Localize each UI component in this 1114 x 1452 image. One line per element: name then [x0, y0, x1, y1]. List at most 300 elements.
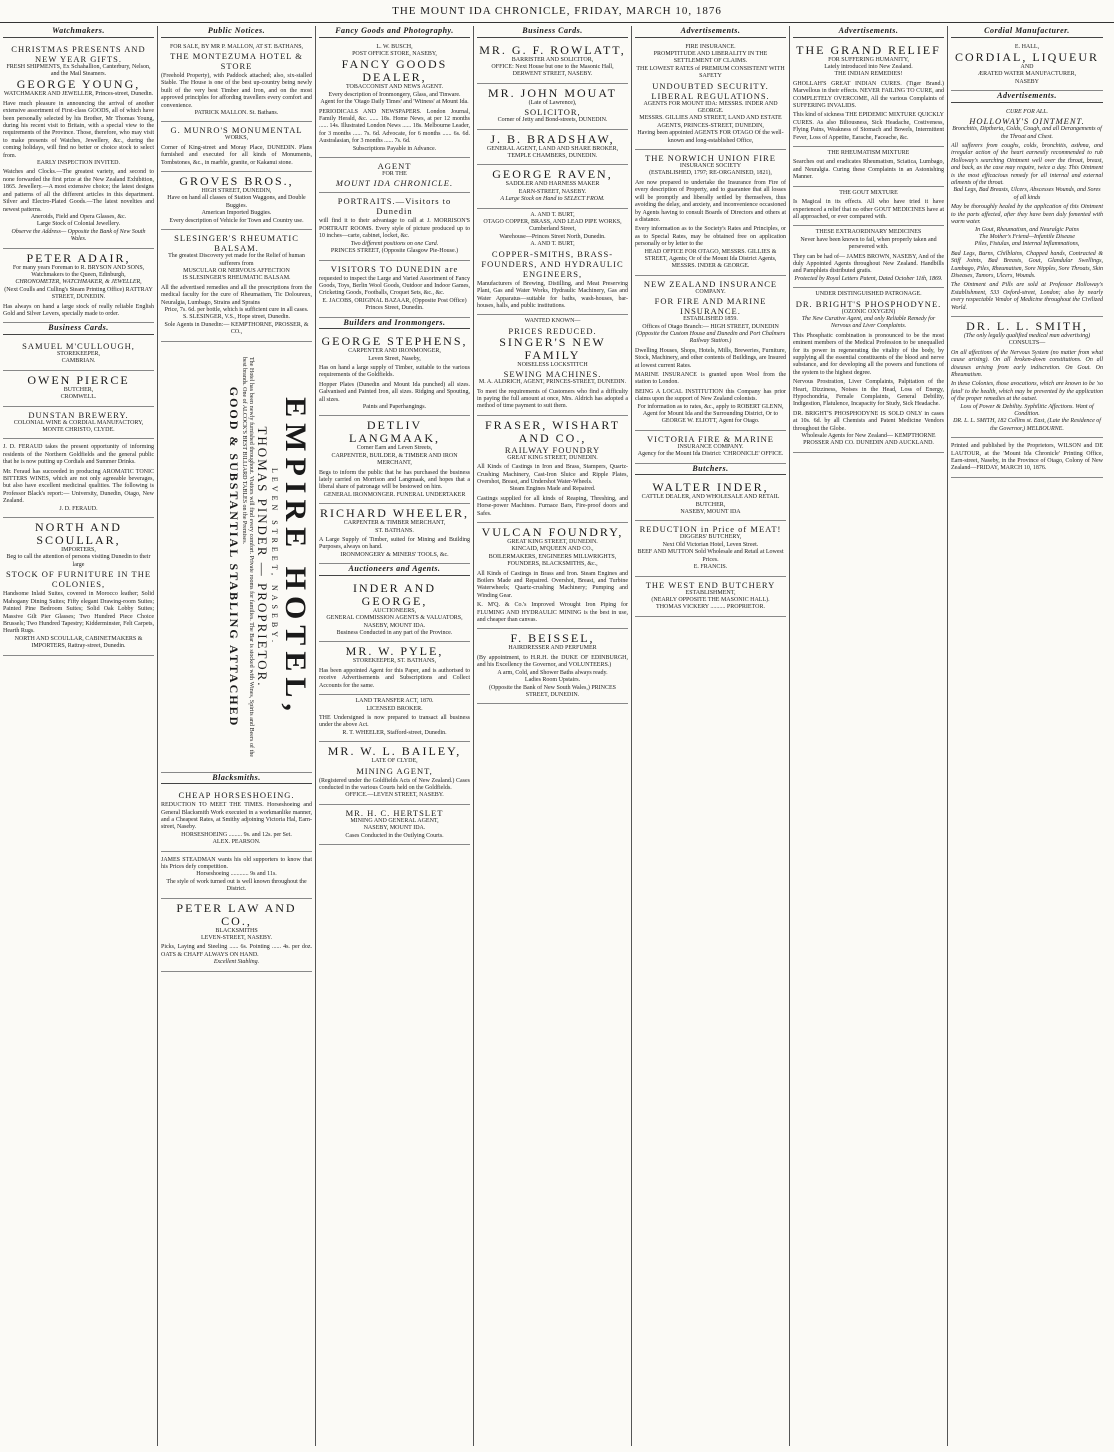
advert-name: WANTED KNOWN— — [524, 318, 581, 325]
advert-body: Begs to inform the public that he has purchased the business lately carried on Morrison and Langmaak, and hopes that a liberal share of patronage will be bestowed on him. — [319, 469, 470, 491]
advert-name: G. MUNRO'S MONUMENTAL — [170, 125, 303, 136]
advert-body: All Kinds of Castings in Iron and Brass, Stampers, Quartz-Crushing Machinery, Cast-Iron Sluice and Ripple Plates, Overshot, Breast, and Undershot Water-Wheels. — [477, 464, 628, 485]
advert-street: LEVEN STREET, NASEBY. — [269, 467, 279, 646]
advert-name: THE MONTEZUMA HOTEL & STORE — [170, 51, 303, 71]
advert-signature: J. D. FERAUD. — [59, 505, 98, 512]
advert-body: This Phosphatic combination is pronounced to be the most eminent members of the Medical Profession to be unequalled for its power in regenerating the vitality of the body, by supplying all the essential constituents of the blood and nerve substance, and for developing all the powers and functions of the system to the highest degree. — [793, 332, 944, 376]
advert-mouat — [477, 84, 628, 130]
advert-italic: Two different positions on one Card. — [350, 240, 439, 247]
advert-address: PRINCES STREET, (Opposite Glasgow Pie-House.) — [330, 248, 459, 255]
advert-name: NORTH AND SCOULLAR, — [35, 520, 122, 548]
advert-address: LATE OF CLYDE, — [371, 758, 418, 765]
advert-note: EARLY INSPECTION INVITED. — [36, 160, 120, 167]
advert-dunstan-brewery — [3, 407, 154, 440]
advert-body-2: American Imported Buggies. — [201, 210, 272, 217]
advert-address: POST OFFICE STORE, NASEBY, — [352, 51, 437, 57]
advert-address: LEVEN-STREET, NASEBY. — [201, 935, 272, 942]
advert-peter-law — [161, 899, 312, 972]
advert-nz-insurance — [635, 276, 786, 431]
advert-trade: KINCAID, M'QUEEN AND CO., — [511, 546, 594, 553]
advert-body: Have much pleasure in announcing the arrival of another extensive assortment of First-class GOODS, all of which have been personally selected by his Brother, Mr Thomas Young, during his recent visit to Britain, with a special view to the requirements of the Province. Those, therefore, who may visit to make presents of Watches, Jewellery, &c., during the coming holidays, will find no better or choice stock to select from. — [3, 100, 154, 159]
advert-body: OFFICE: Next House but one to the Masonic Hall, — [491, 64, 614, 70]
advert-body-6: For information as to rates, &c., apply to ROBERT GLENN, Agent for Mount Ida and the Surrounding District, Or to GEORGE W. ELIOTT, Agent for Otago. — [637, 403, 784, 425]
advert-trade: SEWING MACHINES. — [503, 369, 602, 380]
advert-address: NASEBY — [1014, 78, 1039, 85]
advert-trade: LICENSED BROKER. — [366, 705, 423, 712]
advert-body: (Freehold Property), with Paddock attached; also, six-stalled Stable. The House is one of the best up-country being newly built of the very best Timber and Iron, and on the most approved principles for affording travellers every comfort and convenience. — [161, 73, 312, 109]
column-5 — [632, 26, 790, 1446]
advert-trade-2: ÆRATED WATER MANUFACTURER, — [977, 71, 1077, 78]
imprint — [951, 438, 1103, 478]
column-2 — [158, 26, 316, 1446]
advert-signature: E. FRANCIS. — [693, 564, 728, 571]
section-heading: Cordial Manufacturer. — [951, 26, 1103, 38]
advert-body: A Large Stock on Hand to SELECT FROM. — [500, 196, 605, 203]
advert-trade: IMPORTERS, — [61, 547, 96, 554]
advert-title: FANCY GOODS DEALER, — [341, 57, 448, 85]
advert-trade: CATTLE DEALER, AND WHOLESALE AND RETAIL BUTCHER, — [641, 494, 780, 508]
advert-address: Leven Street, Naseby, — [368, 355, 421, 362]
advert-address: (Next Coulls and Culling's Steam Printing Office) RATTRAY STREET, DUNEDIN. — [4, 286, 153, 301]
advert-signature: E. JACOBS, ORIGINAL BAZAAR, (Opposite Post Office) Princes Street, Dunedin. — [322, 297, 467, 312]
section-heading: Business Cards. — [477, 26, 628, 38]
advert-body: BEEF AND MUTTON Sold Wholesale and Retail at Lowest Prices. — [637, 549, 784, 563]
advert-body-2: All sufferers from coughs, colds, bronchitis, asthma, and irregular action of the heart earnestly recommended to rub Holloway's searching Ointment well over the throat, breast, and back, as the case may require, twice a day. This Ointment is the most efficacious remedy for all internal and external ailments of the throat. — [951, 143, 1103, 187]
column-3 — [316, 26, 474, 1446]
advert-name: THE GOUT MIXTURE — [839, 189, 898, 196]
advert-funeral: GENERAL IRONMONGER. FUNERAL UNDERTAKER — [323, 491, 466, 498]
advert-sub: COMPANY. — [695, 288, 726, 295]
advert-trade: CARPENTER, BUILDER, & TIMBER AND IRON MERCHANT, — [331, 452, 458, 467]
advert-address: NASEBY, MOUNT IDA. — [363, 825, 426, 832]
advert-top: FOR SALE, BY MR P. MALLON, AT ST. BATHANS, — [169, 43, 304, 50]
advert-owner: THOMAS PINDER — PROPRIETOR. — [254, 426, 270, 688]
advert-items: Handsome Inlaid Suites, covered in Morocco leather; Solid Mahogany Dining Suites; Fifty elegant Drawing-room Suites; Painted Pine Bedroom Suites; Solid Oak Lobby Suites; Massive Gilt Pier Glasses; Two Hundred Piece Choice Brussels; Two Hundred Tapestry; Kidderminster, Felt Carpets, Hearth Rugs. — [3, 591, 154, 635]
advert-rheumatism-mixture — [793, 147, 944, 187]
advert-line: HORSESHOEING ......... 9s. and 12s. per Set. — [181, 831, 292, 838]
advert-body-3: All the advertised remedies and all the prescriptions from the medical faculty for the cure of Rheumatism, Tic Doloureux, Neuralgia, Lumbago, Strains and Sprains — [161, 284, 312, 306]
advert-trade: INSURANCE COMPANY. — [677, 443, 744, 450]
advert-trade: WORKS, — [224, 135, 249, 142]
advert-name: HOLLOWAY'S OINTMENT. — [969, 116, 1085, 127]
advert-trade: MINING AND GENERAL AGENT, — [350, 817, 439, 824]
advert-name: PORTRAITS.—Visitors to Dunedin — [337, 196, 452, 217]
advert-name: MOUNT IDA CHRONICLE. — [335, 178, 454, 189]
advert-name: DUNSTAN BREWERY. — [28, 409, 129, 420]
advert-body-5: Having been appointed AGENTS FOR OTAGO Of the well-known and long-established Office, — [637, 130, 784, 144]
advert-price: Price, 7s. 6d. per bottle, which is sufficient cure in all cases. — [164, 306, 309, 313]
advert-body: Warehouse—Princes Street North, Dunedin. — [499, 233, 606, 240]
advert-steadman — [161, 852, 312, 899]
advert-body-3: Loss of Power & Debility. Syphilitic Affections. Want of Condition. — [960, 403, 1094, 418]
advert-name: J. D. FERAUD takes the present opportunity of informing residents of the Northern Goldfields and the general public that he is now putting up Cordials and Summer Drinks. — [3, 444, 154, 466]
advert-hall-cordial — [951, 41, 1103, 92]
advert-body-2: IRONMONGERY & MINERS' TOOLS, &c. — [340, 551, 449, 558]
advert-horseshoeing — [161, 787, 312, 851]
advert-inder-george — [319, 579, 470, 643]
advert-body: Lately introduced into New Zealand. — [824, 64, 913, 70]
advert-trade: CARPENTER AND IRONMONGER, — [348, 348, 441, 355]
advert-mid: AND — [1020, 64, 1034, 70]
advert-sub: (The only legally qualified medical man advertising) — [963, 332, 1091, 339]
advert-hertslet — [319, 805, 470, 845]
advert-owen-pierce — [3, 371, 154, 407]
advert-line: Horseshoeing ............ 9s and 11s. — [196, 871, 277, 878]
advert-address: TEMPLE CHAMBERS, DUNEDIN. — [507, 153, 598, 160]
advert-trade: AUCTIONEERS, — [372, 607, 417, 614]
advert-name: VISITORS TO DUNEDIN are — [330, 263, 459, 274]
advert-west-end-butchery — [635, 577, 786, 617]
advert-body: will find it to their advantage to call at J. MORRISON'S PORTRAIT ROOMS. Every style of picture produced up to 10 inches—carte, cabinet, locket, &c. — [319, 218, 470, 240]
advert-sub: NOISELESS LOCKSTITCH — [517, 361, 588, 368]
advert-body: A Large Supply of Timber, suited for Mining and Building Purposes, always on hand. — [319, 537, 470, 551]
advert-body-2: Steam Engines Made and Repaired. — [509, 486, 596, 493]
advert-name: LAND TRANSFER ACT, 1870. — [355, 698, 434, 705]
advert-name: VULCAN FOUNDRY, — [481, 525, 624, 539]
advert-body: Offices of Otago Branch:— HIGH STREET, DUNEDIN — [642, 323, 779, 330]
advert-title: CHRISTMAS PRESENTS AND NEW YEAR GIFTS. — [11, 43, 146, 64]
advert-trade: BUTCHER, — [63, 386, 94, 393]
column-6 — [790, 26, 948, 1446]
section-heading: Business Cards. — [3, 323, 154, 335]
advert-body-2: They can be had of— JAMES BROWN, NASEBY, And of the duly Appointed Agents throughout New Zealand. Handbills and Pamphlets distributed gratis. — [793, 253, 944, 275]
advert-trade: GENERAL AGENT, LAND AND SHARE BROKER, — [486, 145, 619, 152]
advert-footer: NORTH AND SCOULLAR, CABINETMAKERS & IMPORTERS, Rattray-street, Dunedin. — [14, 635, 143, 650]
advert-body: Have on hand all classes of Station Waggons, and Double Buggies. — [167, 195, 306, 209]
section-heading: Builders and Ironmongers. — [319, 318, 470, 330]
advert-body: All Kinds of Castings in Brass and Iron. Steam Engines and Boilers Made and Repaired. Overshot, Breast, and Turbine Waterwheels; Quartz-crushing Machinery; Pumping and Winding Gear. — [477, 570, 628, 599]
advert-stock: STOCK OF FURNITURE IN THE COLONIES, — [5, 569, 152, 590]
advert-groves-bros — [161, 172, 312, 230]
advert-body-3: Castings supplied for all kinds of Reaping, Threshing, and Horse-power Machines. Furnace Bars, Fire-proof doors and Safes. — [477, 495, 628, 517]
advert-name: GROVES BROS., — [179, 174, 294, 189]
column-7 — [948, 26, 1106, 1446]
section-heading: Advertisements. — [951, 91, 1103, 103]
advert-trade: CONSULTS— — [1008, 340, 1046, 347]
advert-trade: ESTABLISHMENT, — [685, 589, 736, 596]
advert-address: Corner of Jetty and Bond-streets, DUNEDIN. — [497, 117, 608, 124]
advert-name: SLESINGER'S RHEUMATIC BALSAM. — [174, 233, 299, 254]
section-heading: Public Notices. — [161, 26, 312, 38]
advert-north-scoullar — [3, 518, 154, 655]
section-heading: Watchmakers. — [3, 26, 154, 38]
advert-items: Watches and Clocks.—The greatest variety, and second to none forwarded the first prize at the New Zealand Exhibition, 1865. Jewellery.—A most extensive choice; the latest designs and patterns of all the different articles in this department. Silver and Electro-Plated Goods.—The latest novelties and newest patterns. — [3, 169, 154, 213]
advert-george-young — [3, 41, 154, 249]
section-heading: Auctioneers and Agents. — [319, 564, 470, 576]
advert-body-2: To meet the requirements of Customers who find a difficulty in paying the full amount at once, Mrs. Aldrich has adopted a method of time payment to suit them. — [477, 388, 628, 410]
advert-name: THE RHEUMATISM MIXTURE — [827, 150, 910, 157]
advert-trade: STOREKEEPER, — [56, 350, 101, 357]
advert-langmaak — [319, 416, 470, 504]
advert-trade: DIGGERS' BUTCHERY, — [679, 534, 742, 541]
advert-name: THESE EXTRAORDINARY MEDICINES — [815, 229, 922, 236]
advert-trade-2: COPPER-SMITHS, BRASS-FOUNDERS, AND HYDRAULIC ENGINEERS, — [481, 248, 624, 279]
advert-top: AGENT — [377, 161, 412, 172]
advert-body: Bronchitis, Diptheria, Colds, Cough, and all Derangements of the Throat and Chest. — [952, 126, 1102, 140]
advert-raven — [477, 165, 628, 208]
advert-sub: BOILERMAKERS, ENGINEERS MILLWRIGHTS, FOUNDERS, BLACKSMITHS, &c., — [488, 553, 617, 568]
advert-footer: Excellent Stabling. — [213, 959, 260, 966]
advert-body-2: A arm, Cold, and Shower Baths always ready. — [497, 669, 608, 676]
advert-sub: (ESTABLISHED, 1797; RE-ORGANISED, 1821), — [649, 170, 772, 177]
advert-gout-mixture — [793, 187, 944, 227]
advert-body-2: In these Colonies, those avocations, which are known to be 'so fatal' to the health, which may be prevented by the application of the proper remedies at the outset. — [951, 381, 1103, 403]
advert-body-3: Ladies Room Upstairs. — [524, 677, 581, 684]
advert-trade: TOBACCONIST AND NEWS AGENT. — [345, 84, 443, 91]
advert-name: A. AND T. BURT, — [530, 211, 575, 218]
advert-body-4: MARINE INSURANCE is granted upon Wool from the station to London. — [635, 372, 786, 386]
advert-name: VICTORIA FIRE & MARINE — [647, 433, 774, 444]
advert-body: requested to inspect the Large and Varied Assortment of Fancy Goods, Toys, Berlin Wool Goods, Outdoor and Indoor Games, Cricketing Goods, Footballs, Croquet Sets, &c., &c. — [319, 275, 470, 297]
advert-established: ESTABLISHED 1859. — [683, 316, 738, 323]
column-4 — [474, 26, 632, 1446]
advert-stabling: GOOD & SUBSTANTIAL STABLING ATTACHED — [226, 386, 241, 727]
advert-name: MR. JOHN MOUAT — [487, 85, 617, 100]
advert-name: REDUCTION in Price of MEAT! — [639, 524, 782, 535]
advert-vulcan-foundry — [477, 523, 628, 629]
advert-name-2: SINGER'S NEW FAMILY — [499, 334, 606, 362]
advert-body-3: UNDOUBTED SECURITY. — [652, 80, 769, 91]
advert-trade: BLACKSMITHS — [215, 927, 258, 934]
advert-peter-adair — [3, 249, 154, 324]
advert-trade: CORDIAL, LIQUEUR — [955, 50, 1099, 64]
advert-name: INDER AND GEORGE, — [353, 580, 436, 608]
section-heading: Advertisements. — [793, 26, 944, 38]
advert-address: HEAD OFFICE FOR OTAGO, MESSRS. GILLIES & STREET, Agents; Or of the Mount Ida District Agents, MESSRS. INDER & GEORGE. — [644, 248, 777, 270]
advert-address: DERWENT STREET, NASEBY. — [512, 71, 593, 78]
advert-name: PETER LAW AND CO., — [176, 900, 297, 928]
advert-name: WALTER INDER, — [652, 480, 769, 495]
advert-body: PRICES REDUCED. — [508, 325, 597, 336]
advert-holloway — [951, 106, 1103, 317]
advert-address: EARN-STREET, NASEBY. — [518, 188, 587, 195]
advert-trade: OTAGO COPPER, BRASS, AND LEAD PIPE WORKS, Cumberland Street, — [483, 219, 622, 233]
advert-body: The greatest Discovery yet made for the Relief of human sufferers from — [168, 253, 305, 267]
advert-bradshaw — [477, 130, 628, 166]
advert-munro — [161, 122, 312, 172]
advert-norwich-union — [635, 150, 786, 276]
advert-trade: SADDLER AND HARNESS MAKER — [505, 181, 600, 188]
advert-name: E. HALL, — [1014, 43, 1040, 50]
imprint-text: Printed and published by the Proprietors, WILSON and DE LAUTOUR, at the 'Mount Ida Chronicle' Printing Office, Earn-street, Naseby, in the Province of Otago, Colony of New Zealand—FRIDAY, MARCH 10, 1876. — [951, 443, 1103, 472]
section-heading: Fancy Goods and Photography. — [319, 26, 470, 38]
advert-signature: DR. L. L. SMITH, 182 Collins st. East, (Late the Residence of the Governor,) MELBOURNE. — [953, 418, 1101, 432]
masthead: THE MOUNT IDA CHRONICLE, FRIDAY, MARCH 10, 1876 — [0, 0, 1114, 23]
advert-name: THE WEST END BUTCHERY — [645, 579, 776, 590]
advert-address: Corner Earn and Leven Streets, — [356, 445, 433, 452]
advert-body-8: The Ointment and Pills are sold at Professor Holloway's Establishment, 533 Oxford-street, London; also by nearly every respectable Vendor of Medicine throughout the Civilized World. — [951, 282, 1103, 311]
advert-body: The style of work turned out is well known throughout the District. — [166, 878, 307, 893]
advert-signature: R. T. WHEELER, Stafford-street, Dunedin. — [342, 729, 447, 736]
advert-body-7: Piles, Fistulas, and Internal Inflammations, — [974, 241, 1080, 248]
advert-body: Mr. Feraud has succeeded in producing AROMATIC TONIC BITTERS WINES, which are not only agreeable beverages, but also have excellent medicinal qualities. The following is Professor Black's report:— University, Dunedin, Otago, New Zealand. — [3, 468, 154, 505]
advert-extra: Aneroids, Field and Opera Glasses, &c. — [30, 213, 127, 220]
advert-signature: ALEX. PEARSON. — [212, 839, 261, 846]
advert-body-2: K. M'Q. & Co.'s Improved Wrought Iron Piping for FLUMING AND HYDRAULIC MINING is the best in use, and cheaper than canvas. — [477, 602, 628, 624]
advert-body: Is Magical in its effects. All who have tried it have experienced a relief that no other GOUT MEDICINES have at all approached, or ever compared with. — [793, 199, 944, 220]
advert-name: F. BEISSEL, — [510, 631, 595, 646]
advert-name: THE NORWICH UNION FIRE — [645, 153, 776, 164]
advert-busch — [319, 41, 470, 158]
advert-trade: WATCHMAKER AND JEWELLER, Princes-street, Dunedin. — [3, 91, 154, 98]
advert-name: MR. W. PYLE, — [345, 644, 444, 659]
advert-body-2: Agent for the 'Otago Daily Times' and 'Witness' at Mount Ida. — [320, 99, 469, 106]
advert-agents: AGENTS FOR MOUNT IDA: MESSRS. INDER AND GEORGE. — [643, 100, 778, 115]
advert-signature: M. A. ALDRICH, AGENT, PRINCES-STREET, DUNEDIN. — [478, 379, 627, 386]
advert-mid: FOR THE — [382, 171, 407, 178]
advert-name: GEORGE RAVEN, — [492, 167, 613, 182]
advert-body: Cases Conducted in the Outlying Courts. — [345, 832, 444, 839]
advert-body-6: The Mother's Friend—Infantile Disease — [979, 233, 1075, 240]
advert-body: For many years Foreman to R. BRYSON AND SONS, Watchmakers to the Queen, Edinburgh, — [12, 264, 145, 278]
advert-name: J. B. BRADSHAW, — [490, 131, 615, 146]
advert-empire-hotel — [161, 342, 312, 773]
advert-address: ST. BATHANS. — [375, 527, 414, 534]
advert-top: UNDER DISTINGUISHED PATRONAGE. — [815, 291, 922, 298]
advert-body-2: Has always on hand a large stock of really reliable English Gold and Silver Levers, specially made to order. — [3, 303, 154, 317]
advert-trade: BARRISTER AND SOLICITOR, — [511, 56, 594, 63]
advert-trade: INSURANCE SOCIETY — [679, 163, 742, 170]
advert-diggers-butchery — [635, 521, 786, 576]
advert-body-3: Every description of Vehicle for Town and Country use. — [169, 217, 304, 224]
advert-agent-chronicle — [319, 158, 470, 193]
advert-body: Beg to call the attention of persons visiting Dunedin to their large — [6, 554, 151, 568]
advert-italic: The New Curative Agent, and only Reliable Remedy for Nervous and Liver Complaints. — [801, 315, 936, 330]
advert-body-3: Paints and Paperhangings. — [362, 403, 427, 410]
advert-trade: RAILWAY FOUNDRY — [504, 444, 601, 455]
advert-subtitle: FRESH SHIPMENTS, Ex Schahallion, Canterbury, Nelson, and the Mail Steamers. — [6, 63, 151, 77]
advert-trade: STOREKEEPER, ST. BATHANS, — [352, 658, 437, 665]
advert-name: THE GRAND RELIEF — [796, 42, 941, 57]
advert-phosphodyne — [793, 288, 944, 453]
advert-address: GREAT KING STREET, DUNEDIN. — [507, 454, 598, 461]
advert-name-2: A. AND T. BURT, — [530, 241, 575, 248]
advert-montezuma-hotel — [161, 41, 312, 123]
section-heading: Blacksmiths. — [161, 773, 312, 785]
advert-trade: CHRONOMETER, WATCHMAKER, & JEWELLER, — [15, 279, 142, 286]
advert-extraordinary-medicines — [793, 226, 944, 288]
advert-trade: MUSCULAR OR NERVOUS AFFECTION — [183, 267, 290, 274]
advert-visitors-dunedin — [319, 261, 470, 318]
advert-portraits — [319, 193, 470, 260]
advert-dr-smith — [951, 317, 1103, 438]
advert-address-2: OFFICE.—LEVEN STREET, NASEBY. — [345, 792, 444, 799]
advert-body: PROMPTITUDE AND LIBERALITY IN THE SETTLEMENT OF CLAIMS. — [653, 51, 768, 65]
advert-body: Picks, Laying and Steeling ...... 6s. Pointing ...... 4s. per doz. OATS & CHAFF ALWAYS ON HAND. — [161, 944, 312, 958]
advert-body: Agency for the Mount Ida District: 'CHRONICLE' OFFICE. — [637, 451, 784, 458]
advert-body-3: Dwelling Houses, Shops, Hotels, Mills, Breweries, Furniture, Stock, Machinery, and other contents of Buildings, are Insured at lowest current Rates. — [635, 347, 786, 369]
advert-name: MR. H. C. HERTSLET — [345, 807, 444, 818]
advert-body-3: Bad Legs, Bad Breasts, Ulcers, Abscesses Wounds, and Sores of all kinds — [953, 187, 1101, 201]
advert-body: (Registered under the Goldfields Acts of New Zealand.) Cases conducted in the various Courts held on the Goldfields. — [319, 777, 470, 791]
advert-body: REDUCTION TO MEET THE TIMES. Horseshoeing and General Blacksmith Work executed in a workmanlike manner, and a Cheapest Rates, at Smithy adjoining Victoria Hal, Earn-street, Naseby. — [161, 802, 312, 831]
advert-name: EMPIRE HOTEL, — [278, 396, 312, 717]
advert-agents: Wholesale Agents for New Zealand— KEMPTHORNE PROSSER AND CO. DUNEDIN AND AUCKLAND. — [801, 433, 936, 447]
advert-address: GREAT KING STREET, DUNEDIN. — [507, 539, 598, 545]
advert-place: CAMBRIAN. — [61, 358, 96, 365]
advert-trade: CARPENTER & TIMBER MERCHANT, — [343, 520, 446, 527]
advert-trade: MINING AGENT, — [356, 765, 433, 776]
advert-burt — [477, 209, 628, 316]
advert-name: NEW ZEALAND INSURANCE — [643, 278, 778, 289]
advert-name: DETLIV LANGMAAK, — [349, 418, 440, 446]
advert-body-2: IS SLESINGER'S RHEUMATIC BALSAM. — [182, 275, 291, 282]
advert-body: Every description of Ironmongery, Glass, and Tinware. — [328, 91, 461, 98]
advert-body: (By appointment, to H.R.H. the DUKE OF EDINBURGH, and his Excellency the Governor, and VOLUNTEERS.) — [477, 654, 628, 669]
advert-name: FRASER, WISHART AND CO., — [484, 417, 621, 445]
advert-sub: FOR SUFFERING HUMANITY, — [828, 56, 909, 63]
advert-name: SAMUEL M'CULLOUGH, — [22, 340, 135, 351]
advert-body: Has on hand a large supply of Timber, suitable to the various requirements of the Goldfields. — [319, 364, 470, 379]
advert-signature: S. SLESINGER, V.S., Hope street, Dunedin. — [182, 314, 291, 321]
advert-pyle — [319, 642, 470, 695]
advert-fraser-wishart — [477, 416, 628, 523]
advert-stephens — [319, 332, 470, 416]
advert-body-2: Manufacturers of Brewing, Distilling, and Meat Preserving Plant, Gas and Water Works, Hydraulic Machinery, Gas and Water Apparatus—suitable for baths, wash-houses, bar-houses, halls, and public institutions. — [477, 280, 628, 309]
advert-list: PERIODICALS AND NEWSPAPERS. London Journal, Family Herald, &c. ...... 18s. Home News, at per 12 months ...... 14s. Illustrated London News ...... 18s. Melbourne Leader, for 3 months ...... 7s. 6d. Advocate, for 6 months ...... 6s. 6d. Australasian, for 3 months ...... 7s. 6d. — [319, 108, 470, 145]
advert-name: CHEAP HORSESHOEING. — [178, 790, 295, 801]
advert-agents: Sole Agents in Dunedin:— KEMPTHORNE, PROSSER, & CO., — [164, 321, 309, 336]
advert-body-2: (Opposite the Custom House and Dunedin and Port Chalmers Railway Station.) — [635, 330, 786, 345]
advert-trade: THE INDIAN REMEDIES! — [834, 71, 903, 78]
advert-body: Corner of King-street and Moray Place, DUNEDIN. Plans furnished and executed for all kinds of Monuments, Tombstones, &c., in marble, granite, or Kakanui stone. — [161, 144, 312, 166]
advert-name: RICHARD WHEELER, — [319, 506, 470, 521]
advert-body: Are now prepared to undertake the Insurance from Fire of every description of Property, and to guarantee that all losses will be promptly and liberally settled by themselves, thus avoiding the delay, and anxiety, and inconvenience occasioned by Agents having to consult Boards of Directors and others at a distance. — [635, 179, 786, 223]
advert-wheeler — [319, 504, 470, 564]
advert-top: CURE FOR ALL. — [1005, 108, 1049, 115]
advert-signature: PATRICK MALLON. St. Bathans. — [194, 110, 279, 117]
advert-body-2: Every information as to the Society's Rates and Principles, or as to Special Rates, may be obtained free on application personally or by letter to the — [635, 226, 786, 248]
advert-name: GEORGE YOUNG, — [16, 77, 141, 92]
column-1 — [0, 26, 158, 1446]
advert-sub: (OZONIC OXYGEN) — [841, 308, 896, 315]
advert-body: Has been appointed Agent for this Paper, and is authorised to receive Advertisements and Subscriptions and Collect Accounts for the same. — [319, 667, 470, 689]
advert-land-transfer — [319, 695, 470, 742]
advert-name: JAMES STEADMAN wants his old supporters to know that his Prices defy competition. — [161, 856, 312, 870]
advert-mcullough — [3, 338, 154, 371]
advert-sub: (Late of Lawrence), — [528, 99, 577, 106]
advert-body: On all affections of the Nervous System (no matter from what cause arising). On all broken-down constitutions. On all diseases arising from early indiscretion. On Gout. On Rheumatism. — [951, 349, 1103, 378]
advert-note: Subscriptions Payable in Advance. — [352, 145, 437, 152]
advert-address: HIGH STREET, DUNEDIN, — [201, 188, 272, 195]
advert-slesinger — [161, 230, 312, 341]
advert-walter-inder — [635, 478, 786, 521]
advert-feraud — [3, 439, 154, 518]
advert-list: Bad Legs, Burns, Chilblains, Chapped hands, Contracted & Stiff Joints, Bad Breasts, Gout, Glandular Swellings, Lumbago, Piles, Rheumatism, Sore Nipples, Sore Throats, Skin Diseases, Tumors, Ulcers, Wounds. — [951, 250, 1103, 279]
advert-address: (NEARLY OPPOSITE THE MASONIC HALL). — [651, 596, 770, 603]
advert-trade: SOLICITOR, — [524, 107, 581, 118]
advert-body-2: Hopper Plates (Dunedin and Mount Ida punched) all sizes. Galvanised and Painted Iron, all sizes. Ridging and Spouting, all sizes. — [319, 381, 470, 403]
section-heading: Advertisements. — [635, 26, 786, 38]
advert-body-2: GHOLLAH'S GREAT INDIAN CURES. (Tiger Brand.) Marvellous in their effects. NEVER FAILING TO CURE, and COMPLETELY OVERCOME, All the various Complaints of SUFFERING INVALIDS. — [793, 80, 944, 110]
advert-body-4: May be thoroughly healed by the application of this Ointment to the parts affected, after they have been duly fomented with warm water. — [951, 204, 1103, 226]
advert-body: THE Undersigned is now prepared to transact all business under the above Act. — [319, 714, 470, 729]
advert-name: MR. G. F. ROWLATT, — [479, 42, 626, 57]
advert-patent: Protected by Royal Letters Patent, Dated October 11th, 1869. — [794, 275, 943, 282]
advert-address: (Opposite the Bank of New South Wales,) PRINCES STREET, DUNEDIN. — [488, 684, 617, 698]
advert-address: NASEBY, MOUNT IDA — [680, 509, 741, 516]
advert-body-2: THE LOWEST RATES of PREMIUM CONSISTENT WITH SAFETY — [636, 65, 785, 80]
advert-body: GENERAL COMMISSION AGENTS & VALUATORS, NASEBY, MOUNT IDA. — [326, 615, 463, 629]
advert-name: FIRE INSURANCE. — [685, 43, 736, 50]
advert-name: GEORGE STEPHENS, — [321, 334, 468, 349]
advert-grand-relief — [793, 41, 944, 147]
advert-singer — [477, 315, 628, 415]
advert-extra-2: Large Stock of Colonial Jewellery. — [36, 221, 121, 228]
advert-body: Never have been known to fail, when properly taken and persevered with. — [800, 236, 937, 251]
advert-body: Searches out and eradicates Rheumatism, Sciatica, Lumbago, and Neuralgia. Curing these Complaints in an Astonishing Manner. — [793, 159, 944, 181]
advert-agents-2: MESSRS. GILLIES AND STREET, LAND AND ESTATE AGENTS, PRINCES-STREET, DUNEDIN, — [639, 115, 782, 129]
